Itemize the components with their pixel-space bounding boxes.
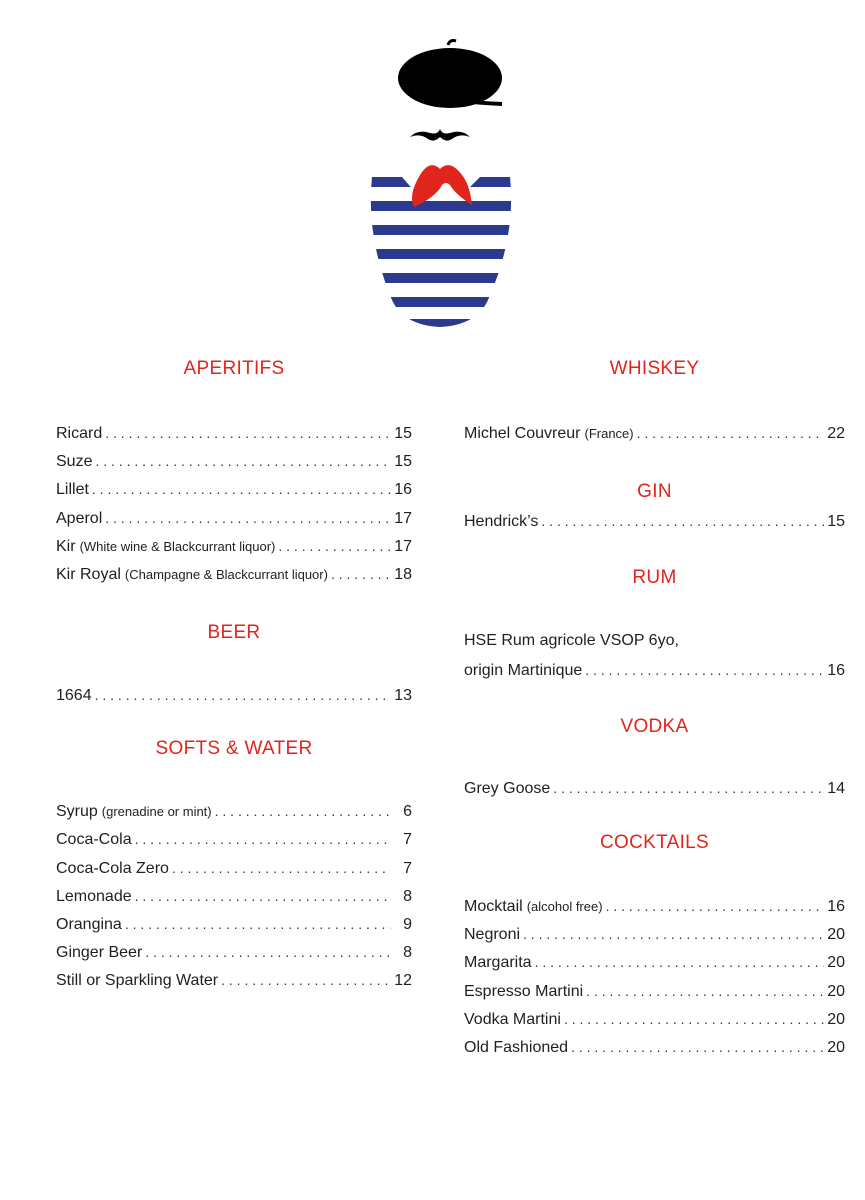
section-heading: SOFTS & WATER — [155, 738, 313, 760]
left-column — [56, 350, 412, 995]
menu-item — [464, 656, 845, 684]
section-cocktails — [464, 831, 845, 1061]
menu-item — [464, 507, 845, 535]
item-price: 20 — [827, 1010, 845, 1028]
dot-leader — [331, 560, 391, 588]
dot-leader — [135, 882, 391, 910]
item-name: Aperol — [56, 509, 103, 527]
item-name: Ricard — [56, 425, 103, 442]
beret-icon — [398, 41, 502, 109]
menu-item — [56, 938, 412, 966]
section-heading: BEER — [207, 622, 261, 643]
item-name: Old Fashioned — [464, 1038, 569, 1056]
menu-item — [56, 504, 412, 532]
item-price: 20 — [827, 1038, 845, 1056]
item-name: Negroni — [464, 926, 521, 944]
menu-item — [464, 892, 845, 920]
item-name: Syrup — [56, 803, 98, 821]
menu-item — [464, 977, 845, 1005]
menu-item — [464, 419, 845, 447]
item-price: 12 — [394, 972, 412, 990]
dot-leader — [535, 948, 824, 976]
item-price: 16 — [827, 661, 845, 679]
item-name: Espresso Martini — [464, 982, 584, 1000]
item-name: Lillet — [56, 481, 89, 499]
dot-leader — [105, 419, 391, 447]
section-heading: APERITIFS — [183, 358, 285, 379]
item-name: Lemonade — [56, 887, 132, 905]
item-note: (alcohol free) — [526, 898, 603, 914]
item-name: Hendrick’s — [464, 513, 539, 531]
item-name: 1664 — [56, 687, 92, 704]
menu-item — [56, 910, 412, 938]
item-name: origin Martinique — [464, 661, 583, 679]
item-price: 16 — [394, 481, 412, 499]
item-price: 17 — [394, 509, 412, 527]
section-heading: VODKA — [620, 715, 689, 737]
menu-item — [464, 627, 845, 655]
dot-leader — [564, 1005, 824, 1033]
item-note: (White wine & Blackcurrant liquor) — [79, 538, 276, 554]
item-price: 13 — [394, 687, 412, 704]
dot-leader — [571, 1033, 824, 1061]
dot-leader — [215, 797, 391, 825]
dot-leader — [541, 507, 824, 535]
item-price: 20 — [827, 954, 845, 972]
dot-leader — [172, 854, 391, 882]
item-price: 17 — [394, 537, 412, 555]
item-price: 15 — [394, 425, 412, 442]
striped-shirt-icon — [360, 175, 520, 335]
dot-leader — [553, 774, 824, 802]
item-price: 7 — [403, 859, 412, 877]
item-name: Grey Goose — [464, 779, 551, 797]
dot-leader — [135, 825, 391, 853]
item-price: 8 — [403, 887, 412, 905]
menu-item — [56, 681, 412, 709]
section-heading: RUM — [632, 567, 677, 589]
menu-item — [56, 419, 412, 447]
item-price: 14 — [827, 779, 845, 797]
item-name: Orangina — [56, 915, 122, 933]
item-price: 8 — [403, 944, 412, 962]
item-price: 22 — [827, 425, 845, 442]
item-price: 20 — [827, 982, 845, 1000]
logo-illustration — [360, 35, 520, 335]
item-name: Still or Sparkling Water — [56, 972, 219, 990]
menu-item — [464, 1033, 845, 1061]
moustache-icon — [410, 129, 470, 141]
dot-leader — [586, 977, 824, 1005]
dot-leader — [92, 475, 391, 503]
menu-item — [464, 948, 845, 976]
menu-item — [56, 797, 412, 825]
item-name: Michel Couvreur — [464, 425, 581, 442]
item-note: (Champagne & Blackcurrant liquor) — [124, 566, 328, 582]
item-price: 9 — [403, 915, 412, 933]
section-heading: COCKTAILS — [600, 831, 709, 853]
dot-leader — [95, 447, 391, 475]
dot-leader — [95, 681, 391, 709]
dot-leader — [606, 892, 824, 920]
item-price: 16 — [827, 897, 845, 915]
menu-item — [56, 532, 412, 560]
item-price: 18 — [394, 565, 412, 583]
section-heading: GIN — [637, 481, 672, 503]
section-vodka — [464, 715, 845, 802]
dot-leader — [585, 656, 824, 684]
dot-leader — [221, 966, 391, 994]
menu-item — [56, 854, 412, 882]
menu-item — [56, 560, 412, 588]
section-aperitifs — [56, 357, 412, 583]
item-name: Margarita — [464, 954, 532, 972]
menu-item — [464, 774, 845, 802]
item-name: Mocktail — [464, 897, 523, 915]
item-name: Ginger Beer — [56, 944, 143, 962]
item-price: 15 — [827, 513, 845, 531]
menu-item — [56, 475, 412, 503]
item-name: Kir — [56, 537, 76, 555]
item-price: 20 — [827, 926, 845, 944]
section-whiskey — [464, 357, 845, 447]
menu-item — [464, 1005, 845, 1033]
item-name: Kir Royal — [56, 565, 121, 583]
dot-leader — [125, 910, 391, 938]
item-name: HSE Rum agricole VSOP 6yo, — [464, 632, 679, 650]
menu-item — [56, 966, 412, 994]
item-price: 7 — [403, 831, 412, 849]
item-name: Suze — [56, 453, 93, 471]
menu-item — [56, 447, 412, 475]
menu-item — [56, 825, 412, 853]
dot-leader — [523, 920, 824, 948]
dot-leader — [278, 532, 391, 560]
section-heading: WHISKEY — [609, 358, 700, 379]
item-name: Coca-Cola — [56, 831, 132, 849]
item-name: Vodka Martini — [464, 1010, 561, 1028]
item-price: 6 — [403, 803, 412, 821]
menu-item — [464, 920, 845, 948]
item-note: (France) — [584, 426, 634, 441]
menu-item — [56, 882, 412, 910]
section-gin — [464, 480, 845, 535]
section-beer — [56, 621, 412, 709]
section-rum — [464, 566, 845, 683]
dot-leader — [145, 938, 391, 966]
right-column — [464, 350, 845, 1061]
item-name: Coca-Cola Zero — [56, 859, 169, 877]
section-softs-water — [56, 737, 412, 994]
item-price: 15 — [394, 453, 412, 471]
dot-leader — [637, 419, 824, 447]
dot-leader — [105, 504, 391, 532]
item-note: (grenadine or mint) — [101, 804, 212, 820]
